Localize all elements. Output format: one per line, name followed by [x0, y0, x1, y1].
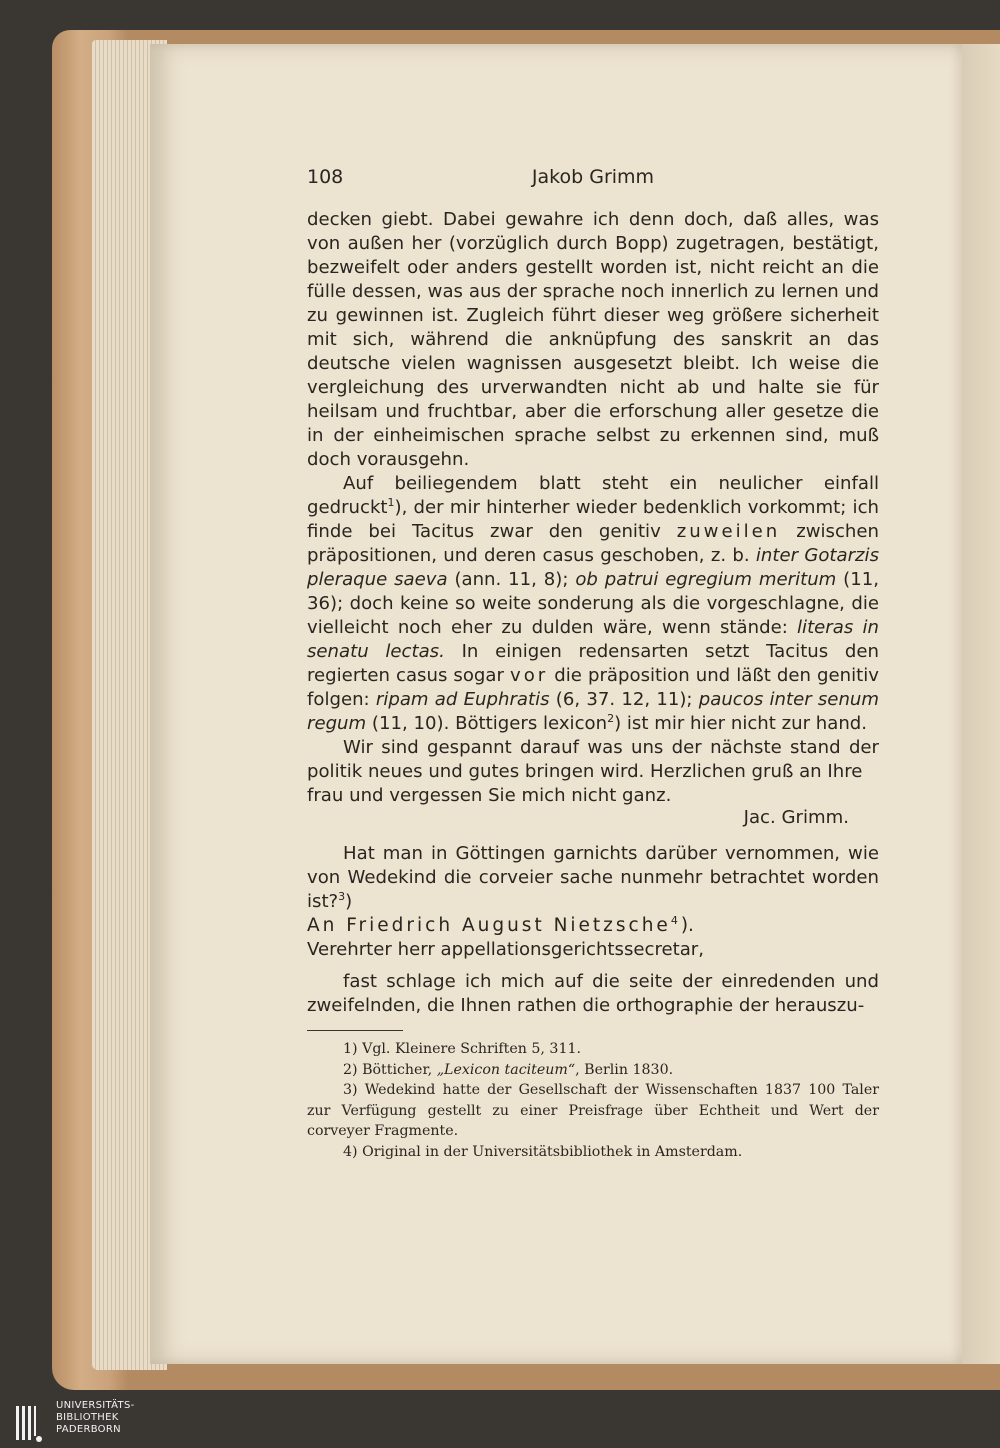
footnote-ref-1: 1: [387, 495, 395, 509]
library-logo: [0, 1396, 160, 1448]
paragraph-3: Wir sind gespannt darauf was uns der nächste stand der politik neues und gutes bringen wird. Herzlichen gruß an Ihre: [307, 737, 879, 782]
salutation: Verehrter herr appellationsgerichtssecretar,: [307, 939, 705, 960]
running-title: Jakob Grimm: [531, 166, 655, 188]
page-header: [307, 166, 879, 196]
spaced-word: zuweilen: [676, 521, 781, 542]
library-logo-icon: [14, 1402, 46, 1444]
footnotes: [307, 1039, 879, 1162]
letter-heading: An Friedrich August Nietzsche$^4$).: [307, 913, 694, 936]
paragraph-1: decken giebt. Dabei gewahre ich denn doch, daß alles, was von außen her (vorzüglich durch Bopp) zugetragen, bestätigt, bezweifelt oder anders gestellt worden ist, nicht reicht an die fülle dessen, was aus der sprache noch innerlich zu lernen und zu gewinnen ist. Zugleich führt dieser weg größere sicherheit mit sich, während die anknüpfung des sanskrit an das deutsche vielen wagnissen ausgesetzt bleibt. Ich weise die vergleichung des urverwandten nicht ab und halte sie für heilsam und fruchtbar, aber die erforschung aller gesetze die in der einheimischen sprache selbst zu erkennen sind, muß doch vorausgehn.: [307, 209, 879, 470]
paragraph-5: fast schlage ich mich auf die seite der einredenden und zweifelnden, die Ihnen rathen die orthographie der herauszu-: [307, 971, 879, 1016]
footnote-1: 1) Vgl. Kleinere Schriften 5, 311.: [343, 1041, 582, 1057]
page-number: 108: [307, 166, 344, 188]
footnote-2: 2) Bötticher, „Lexicon taciteum“, Berlin 1830.: [343, 1061, 674, 1078]
latin-quote-3: literas in senatu lectas.: [307, 617, 879, 662]
paragraph-2: Auf beiliegendem blatt steht ein neulicher einfall gedruckt$^1$), der mir hinterher wieder bedenklich vorkommt; ich finde bei Tacitus zwar den genitiv zuweilen zwischen präpositionen, und deren casus geschoben, z. b. inter Gotarzis pleraque saeva (ann. 11, 8); ob patrui egregium meritum (11, 36); doch keine so weite sonderung als die vorgeschlagne, die vielleicht noch eher zu dulden wäre, wenn stände: literas in senatu lectas. In einigen redensarten setzt Tacitus den regierten casus sogar vor die präposition und läßt den genitiv folgen: ripam ad Euphratis (6, 37. 12, 11); paucos inter senum regum (11, 10). Böttigers lexicon$^2$) ist mir hier nicht zur hand.: [307, 473, 879, 734]
closing-line: [307, 784, 879, 832]
page-body: [307, 208, 879, 1162]
latin-quote-5: paucos inter senum regum: [307, 689, 879, 734]
library-logo-text: UNIVERSITÄTS- BIBLIOTHEK PADERBORN: [56, 1400, 135, 1435]
footnote-ref-2: 2: [607, 711, 615, 725]
latin-quote-4: ripam ad Euphratis: [375, 689, 550, 710]
latin-quote-2: ob patrui egregium meritum: [575, 569, 837, 590]
latin-quote-1: inter Gotarzis pleraque saeva: [307, 545, 879, 590]
footnote-ref-4: 4: [670, 913, 681, 927]
paragraph-4: Hat man in Göttingen garnichts darüber vernommen, wie von Wedekind die corveier sache nunmehr betrachtet worden ist?$^3$): [307, 843, 879, 912]
signature: Jac. Grimm.: [743, 807, 849, 828]
footnote-divider: [307, 1030, 403, 1031]
facing-page-edge: [962, 44, 1000, 1364]
footnote-4: 4) Original in der Universitätsbibliothek in Amsterdam.: [343, 1143, 743, 1160]
closing-text: frau und vergessen Sie mich nicht ganz.: [307, 785, 672, 806]
footnote-3: 3) Wedekind hatte der Gesellschaft der Wissenschaften 1837 100 Taler zur Verfügung gestellt zu einer Preisfrage über Echtheit und Wert der corveyer Fragmente.: [307, 1082, 879, 1139]
spaced-word-vor: vor: [510, 665, 549, 686]
footnote-ref-3: 3: [338, 889, 346, 903]
